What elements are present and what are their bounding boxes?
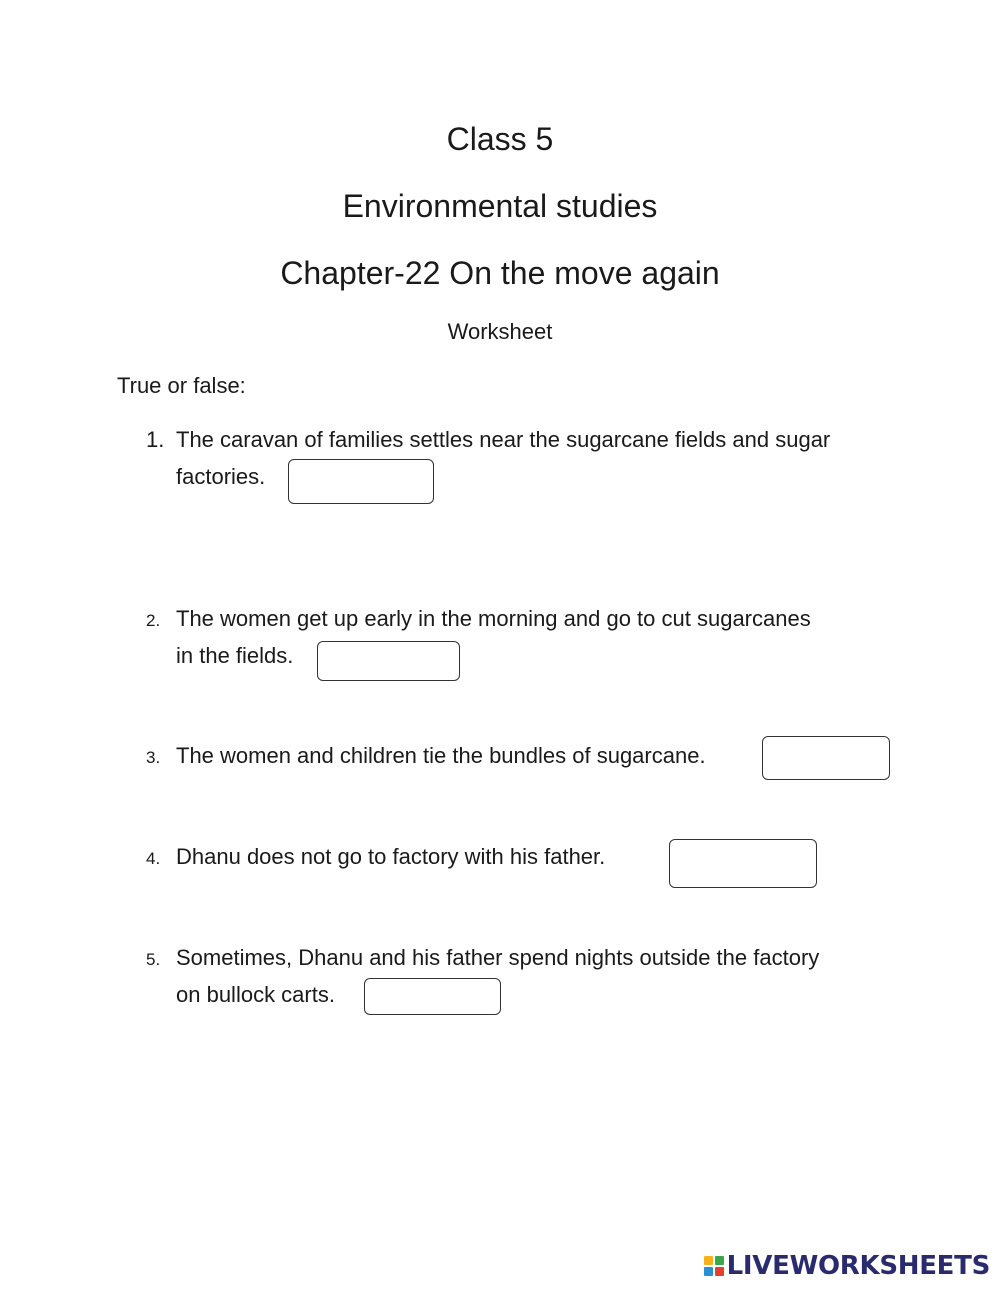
question-number: 3. bbox=[146, 748, 161, 767]
answer-box-1[interactable] bbox=[288, 459, 434, 504]
question-number: 1. bbox=[146, 427, 165, 452]
logo-block bbox=[715, 1267, 724, 1276]
question-number: 5. bbox=[146, 950, 161, 969]
logo-block bbox=[704, 1267, 713, 1276]
question-text-line: factories. bbox=[176, 464, 266, 489]
logo-block bbox=[715, 1256, 724, 1265]
logo-block bbox=[704, 1256, 713, 1265]
instruction-text: True or false: bbox=[117, 373, 246, 398]
answer-box-4[interactable] bbox=[669, 839, 817, 888]
question-text-line: The women get up early in the morning and go to cut sugarcanes bbox=[176, 606, 811, 631]
chapter-title: Chapter-22 On the move again bbox=[280, 255, 720, 291]
subject-title: Environmental studies bbox=[342, 188, 658, 224]
question-text-line: on bullock carts. bbox=[176, 982, 335, 1007]
question-text-line: Sometimes, Dhanu and his father spend nights outside the factory bbox=[176, 945, 820, 970]
worksheet-label: Worksheet bbox=[447, 319, 553, 344]
question-text-line: Dhanu does not go to factory with his father. bbox=[176, 844, 606, 869]
answer-box-3[interactable] bbox=[762, 736, 890, 780]
class-title: Class 5 bbox=[446, 121, 554, 157]
question-text-line: in the fields. bbox=[176, 643, 294, 668]
question-number: 2. bbox=[146, 611, 161, 630]
question-text-line: The women and children tie the bundles of sugarcane. bbox=[176, 743, 706, 768]
logo-blocks-icon bbox=[704, 1256, 724, 1276]
question-number: 4. bbox=[146, 849, 161, 868]
answer-box-5[interactable] bbox=[364, 978, 501, 1015]
logo-text: LIVEWORKSHEETS bbox=[726, 1251, 990, 1281]
answer-box-2[interactable] bbox=[317, 641, 460, 681]
question-text-line: The caravan of families settles near the sugarcane fields and sugar bbox=[176, 427, 831, 452]
liveworksheets-logo bbox=[704, 1251, 990, 1281]
